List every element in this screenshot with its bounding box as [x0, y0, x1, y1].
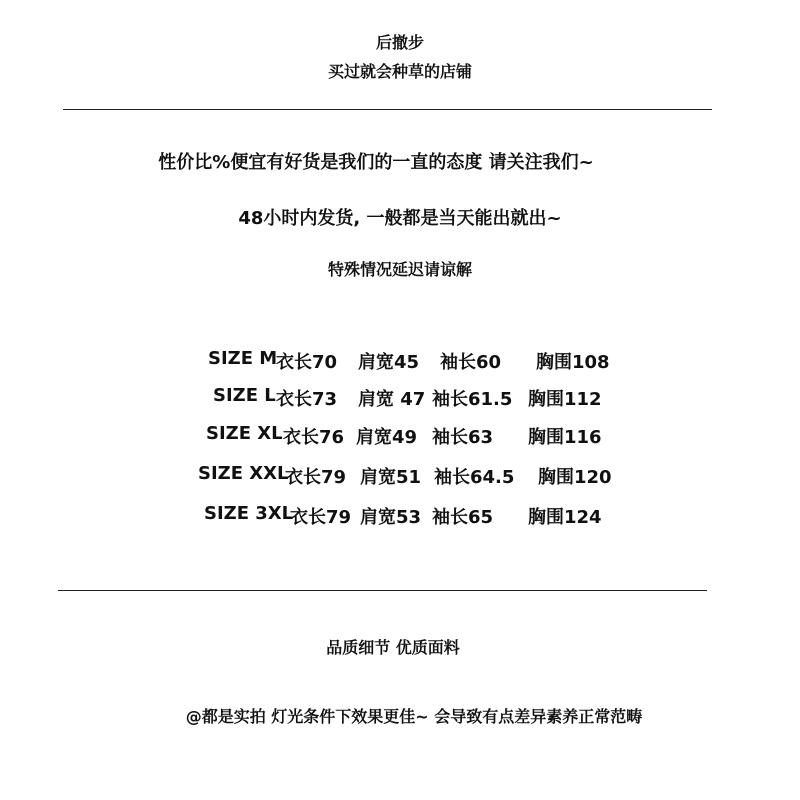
chest-value: 胸围124	[528, 507, 602, 528]
size-label: SIZE M	[208, 348, 278, 369]
shop-slogan: 买过就会种草的店铺	[327, 62, 472, 81]
length-value: 衣长79	[285, 467, 347, 488]
shop-name: 后撤步	[375, 33, 424, 52]
length-value: 衣长70	[276, 352, 338, 373]
notice-shipping-line: 48小时内发货, 一般都是当天能出就出~	[238, 208, 562, 229]
shoulder-value: 肩宽51	[360, 467, 422, 488]
size-row	[0, 385, 800, 409]
sleeve-value: 袖长64.5	[434, 467, 515, 488]
shoulder-value: 肩宽 47	[358, 389, 426, 410]
size-label: SIZE L	[213, 385, 276, 406]
top-divider	[63, 109, 712, 110]
quality-title: 品质细节 优质面料	[326, 638, 460, 657]
chest-value: 胸围116	[528, 427, 602, 448]
shoulder-value: 肩宽45	[358, 352, 420, 373]
size-row	[0, 348, 800, 372]
chest-value: 胸围120	[538, 467, 612, 488]
sleeve-value: 袖长61.5	[432, 389, 513, 410]
shoulder-value: 肩宽53	[360, 507, 422, 528]
bottom-divider	[58, 590, 707, 591]
sleeve-value: 袖长60	[440, 352, 502, 373]
size-row	[0, 423, 800, 447]
sleeve-value: 袖长63	[432, 427, 494, 448]
shoulder-value: 肩宽49	[356, 427, 418, 448]
sleeve-value: 袖长65	[432, 507, 494, 528]
photo-disclaimer: @都是实拍 灯光条件下效果更佳~ 会导致有点差异素养正常范畴	[185, 707, 643, 726]
size-label: SIZE XL	[206, 423, 283, 444]
size-label: SIZE XXL	[198, 463, 289, 484]
chest-value: 胸围112	[528, 389, 602, 410]
size-label: SIZE 3XL	[204, 503, 294, 524]
length-value: 衣长76	[283, 427, 345, 448]
size-row	[0, 503, 800, 527]
chest-value: 胸围108	[536, 352, 610, 373]
length-value: 衣长73	[276, 389, 338, 410]
length-value: 衣长79	[290, 507, 352, 528]
notice-value-line: 性价比%便宜有好货是我们的一直的态度 请关注我们~	[158, 152, 594, 173]
notice-delay-line: 特殊情况延迟请谅解	[327, 260, 472, 279]
size-row	[0, 463, 800, 487]
